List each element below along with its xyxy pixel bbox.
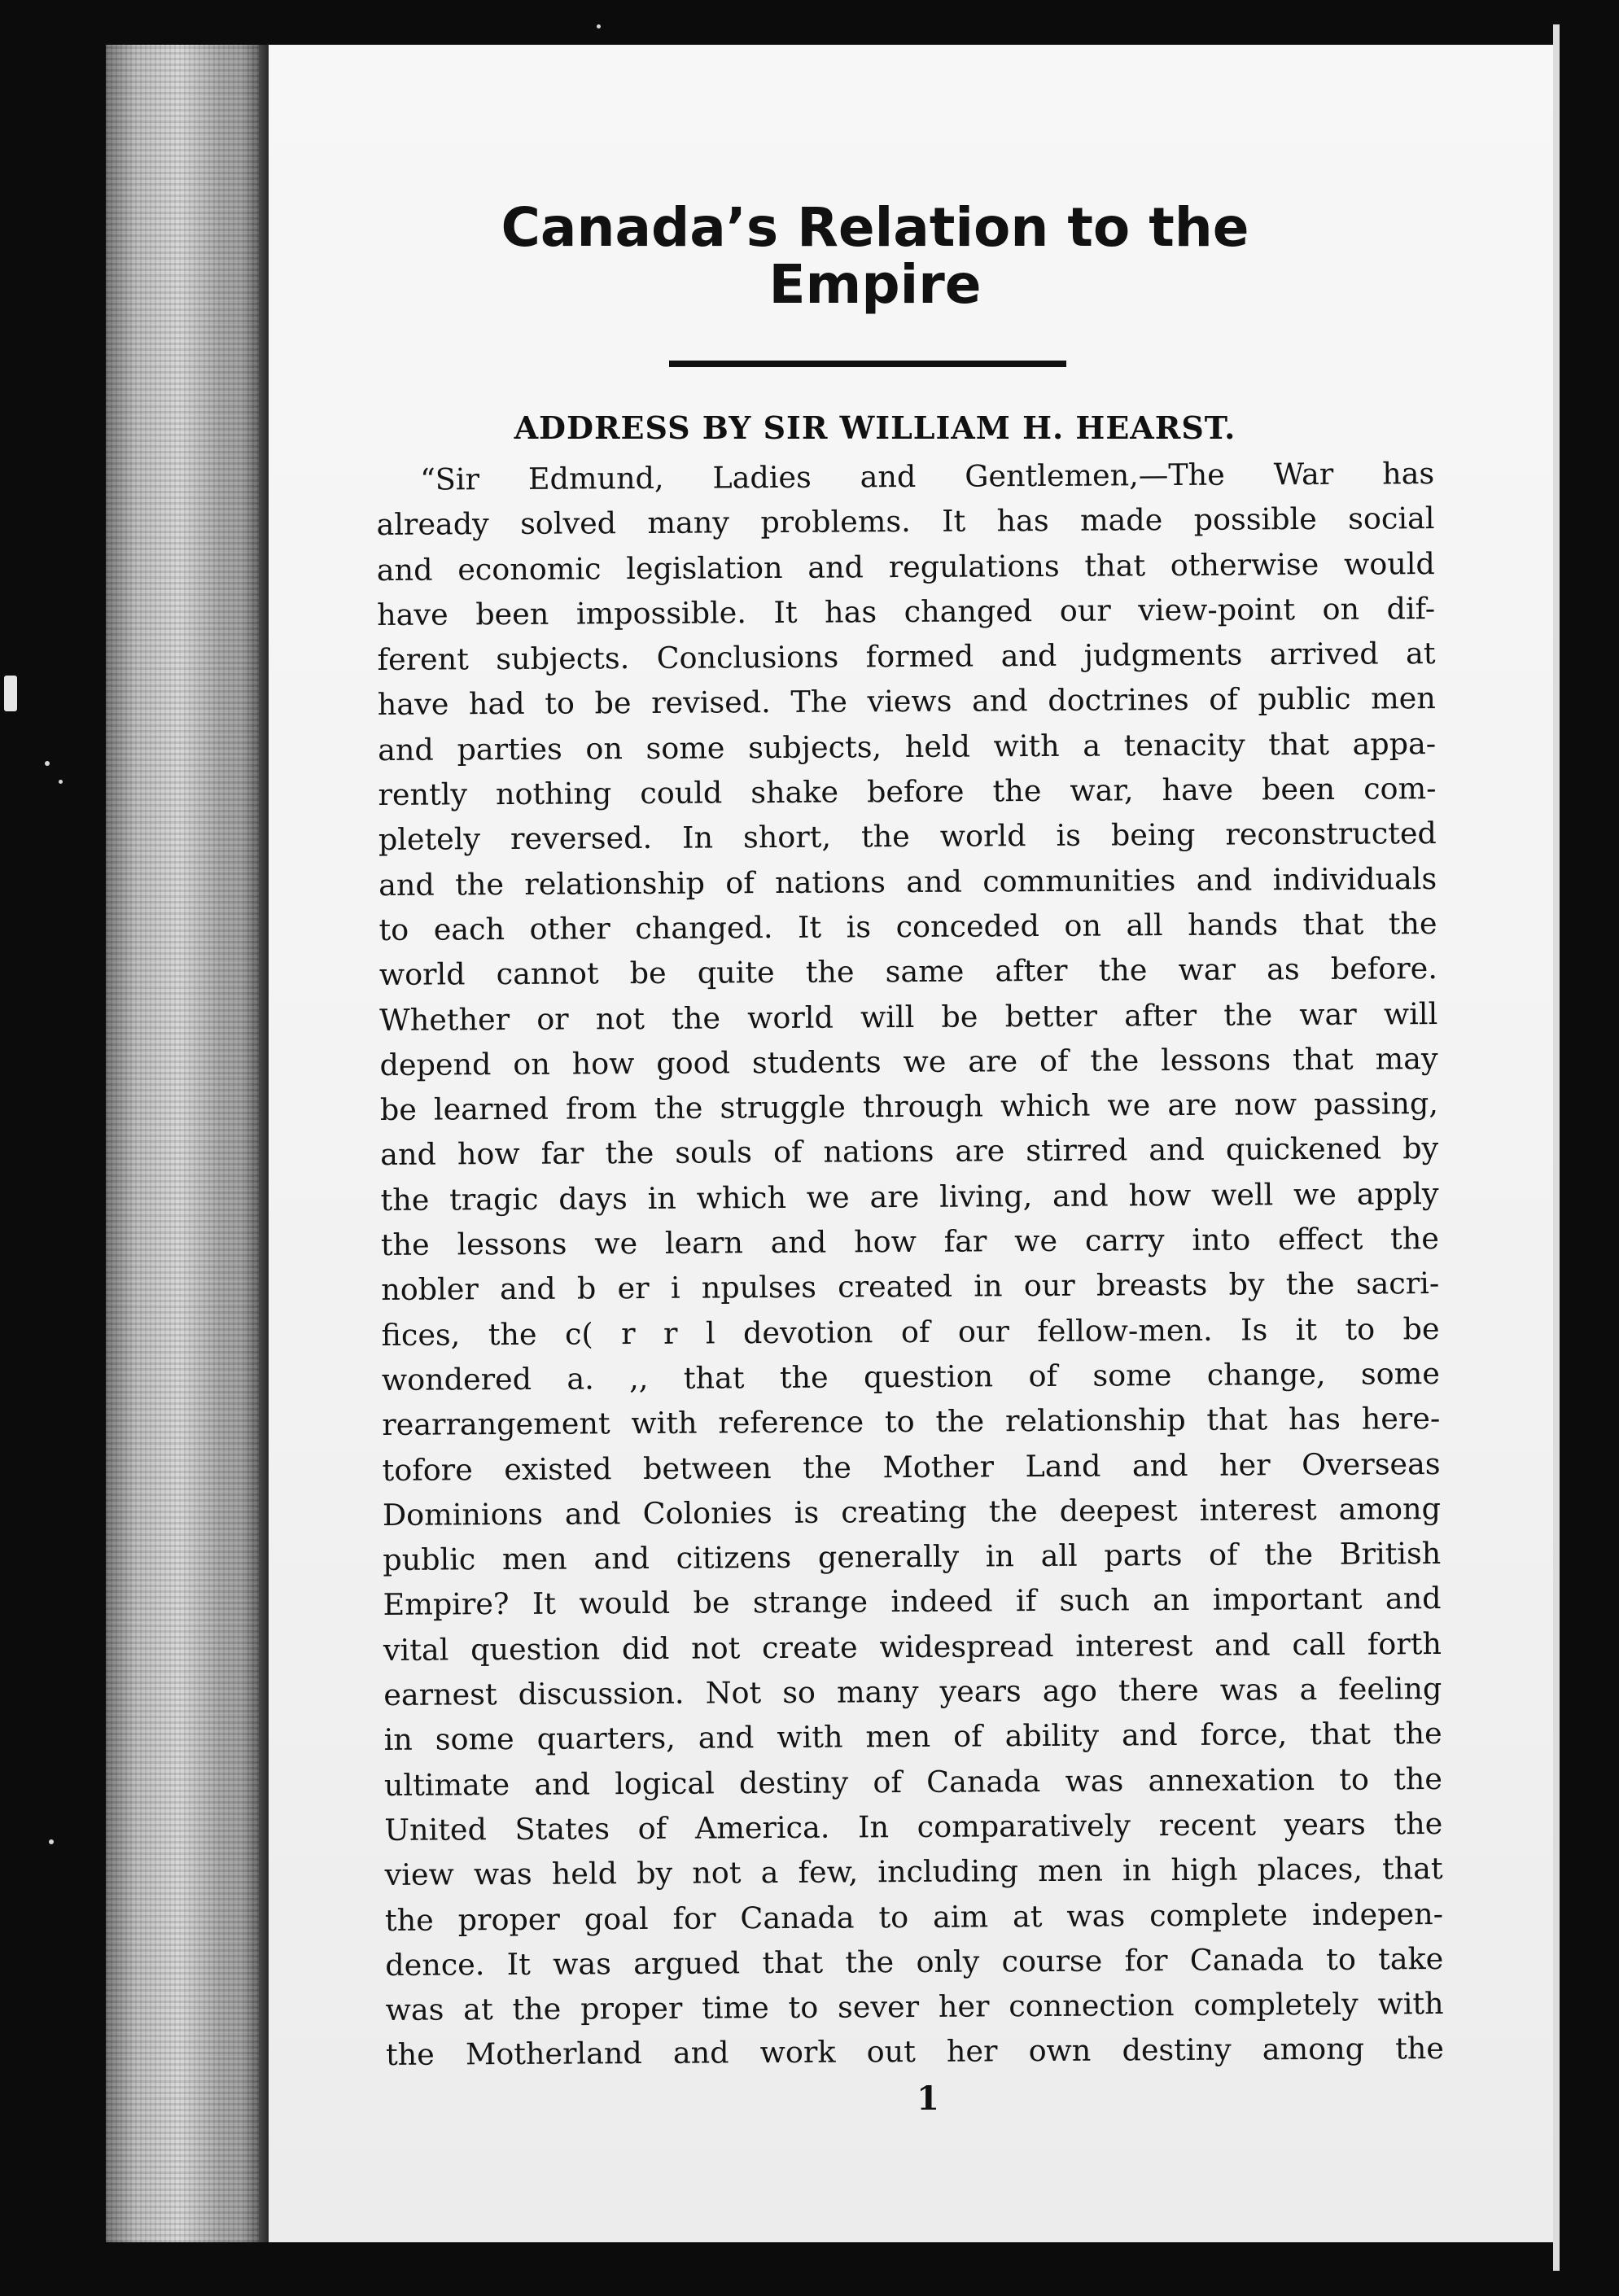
body-line: earnest discussion. Not so many years ago there was a feeling [383, 1671, 1442, 1712]
body-line: wondered a. ,, that the question of some change, some [381, 1355, 1441, 1397]
body-line: the proper goal for Canada to aim at was complete indepen- [384, 1896, 1444, 1938]
body-line: and parties on some subjects, held with a tenacity that appa- [378, 725, 1437, 768]
address-byline: ADDRESS BY SIR WILLIAM H. HEARST. [514, 409, 1236, 446]
body-line: fices, the c( r r l devotion of our fellow-men. Is it to be [381, 1310, 1440, 1353]
body-line: to each other changed. It is conceded on all hands that the [378, 906, 1437, 947]
body-line: ultimate and logical destiny of Canada was annexation to the [383, 1760, 1443, 1803]
body-line: the Motherland and work out her own destiny among the [385, 2031, 1445, 2073]
film-speck [59, 780, 63, 784]
document-title [415, 196, 1335, 316]
title-divider-rule [669, 361, 1066, 367]
body-line: Empire? It would be strange indeed if such an important and [383, 1581, 1442, 1623]
body-line: pletely reversed. In short, the world is being reconstructed [378, 816, 1437, 858]
body-line: vital question did not create widespread interest and call forth [383, 1625, 1442, 1668]
body-line: the tragic days in which we are living, and how well we apply [380, 1175, 1439, 1218]
body-line: and the relationship of nations and communities and individuals [378, 860, 1437, 903]
film-speck [49, 1839, 54, 1844]
body-line: depend on how good students we are of the lessons that may [379, 1040, 1438, 1082]
body-line: United States of America. In comparatively recent years the [384, 1805, 1443, 1848]
body-line: was at the proper time to sever her connection completely with [385, 1986, 1444, 2028]
body-line: have had to be revised. The views and doctrines of public men [377, 680, 1436, 723]
body-line: Whether or not the world will be better after the war will [379, 995, 1438, 1038]
film-speck [45, 761, 50, 766]
film-speck [4, 676, 17, 711]
body-line: rently nothing could shake before the war, have been com- [378, 771, 1437, 813]
page-right-edge [1553, 24, 1560, 2271]
body-line: “Sir Edmund, Ladies and Gentlemen,—The War has [420, 456, 1435, 497]
body-line: already solved many problems. It has made possible social [376, 501, 1435, 543]
book-binding [106, 45, 269, 2242]
body-line: the lessons we learn and how far we carry into effect the [380, 1221, 1440, 1263]
body-line: and how far the souls of nations are stirred and quickened by [380, 1131, 1439, 1173]
body-line: and economic legislation and regulations that otherwise would [376, 545, 1435, 588]
address-body-text [376, 451, 1444, 2078]
title-line-2: Empire [768, 252, 982, 316]
body-line: view was held by not a few, including men in high places, that [384, 1851, 1443, 1893]
body-line: rearrangement with reference to the relationship that has here- [382, 1401, 1441, 1443]
body-line: world cannot be quite the same after the war as before. [378, 951, 1437, 993]
body-line: be learned from the struggle through which we are now passing, [379, 1086, 1439, 1128]
body-line: public men and citizens generally in all parts of the British [383, 1536, 1442, 1578]
body-line: in some quarters, and with men of ability and force, that the [383, 1716, 1442, 1758]
body-line: dence. It was argued that the only course for Canada to take [385, 1940, 1444, 1983]
body-line: tofore existed between the Mother Land and her Overseas [382, 1445, 1441, 1488]
body-line: nobler and b er i npulses created in our breasts by the sacri- [381, 1266, 1440, 1308]
film-speck [597, 24, 601, 28]
title-line-1: Canada’s Relation to the [501, 196, 1249, 259]
body-line: ferent subjects. Conclusions formed and judgments arrived at [377, 636, 1436, 678]
body-line: have been impossible. It has changed our view-point on dif- [377, 590, 1436, 632]
page-number: 1 [917, 2080, 939, 2118]
body-line: Dominions and Colonies is creating the deepest interest among [382, 1490, 1442, 1533]
